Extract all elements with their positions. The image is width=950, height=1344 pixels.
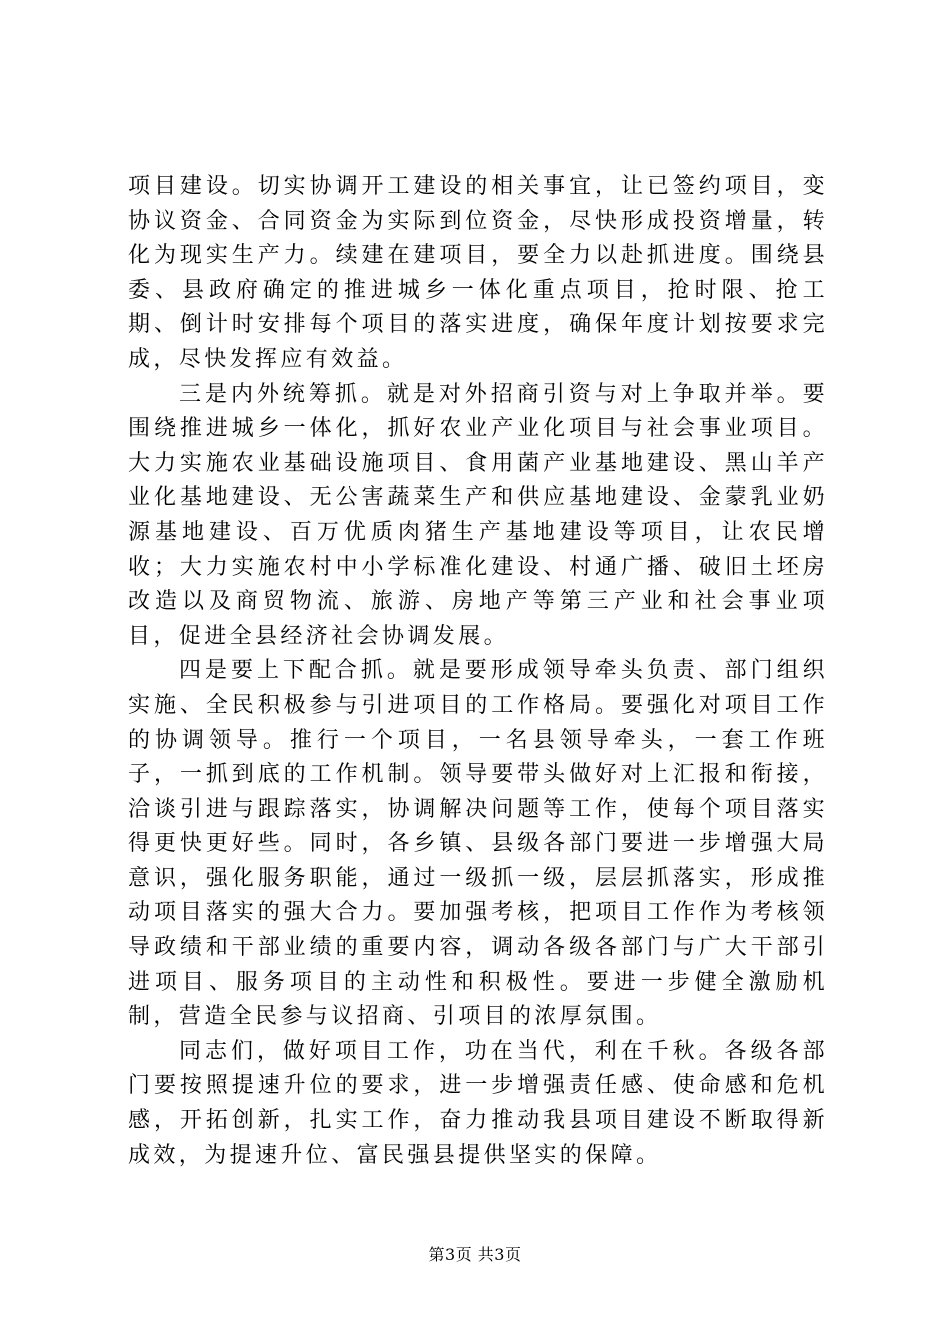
paragraph-closing-remarks: 同志们，做好项目工作，功在当代，利在千秋。各级各部门要按照提速升位的要求，进一步增强责任感、使命感和危机感，开拓创新，扎实工作，奋力推动我县项目建设不断取得新成效，为提速升位、富民强县提供坚实的保障。 <box>128 1038 828 1168</box>
paragraph-project-construction: 项目建设。切实协调开工建设的相关事宜，让已签约项目，变协议资金、合同资金为实际到位资金，尽快形成投资增量，转化为现实生产力。续建在建项目，要全力以赴抓进度。围绕县委、县政府确定的推进城乡一体化重点项目，抢时限、抢工期、倒计时安排每个项目的落实进度，确保年度计划按要求完成，尽快发挥应有效益。 <box>128 174 828 372</box>
paragraph-internal-external-coordination: 三是内外统筹抓。就是对外招商引资与对上争取并举。要围绕推进城乡一体化，抓好农业产业化项目与社会事业项目。大力实施农业基础设施项目、食用菌产业基地建设、黑山羊产业化基地建设、无公害蔬菜生产和供应基地建设、金蒙乳业奶源基地建设、百万优质肉猪生产基地建设等项目，让农民增收；大力实施农村中小学标准化建设、村通广播、破旧土坯房改造以及商贸物流、旅游、房地产等第三产业和社会事业项目，促进全县经济社会协调发展。 <box>128 381 828 649</box>
paragraph-upper-lower-cooperation: 四是要上下配合抓。就是要形成领导牵头负责、部门组织实施、全民积极参与引进项目的工作格局。要强化对项目工作的协调领导。推行一个项目，一名县领导牵头，一套工作班子，一抓到底的工作机制。领导要带头做好对上汇报和衔接，洽谈引进与跟踪落实，协调解决问题等工作，使每个项目落实得更快更好些。同时，各乡镇、县级各部门要进一步增强大局意识，强化服务职能，通过一级抓一级，层层抓落实，形成推动项目落实的强大合力。要加强考核，把项目工作作为考核领导政绩和干部业绩的重要内容，调动各级各部门与广大干部引进项目、服务项目的主动性和积极性。要进一步健全激励机制，营造全民参与议招商、引项目的浓厚氛围。 <box>128 658 828 1030</box>
document-body <box>128 170 828 1173</box>
page-footer: 第3页 共3页 <box>428 1245 522 1264</box>
